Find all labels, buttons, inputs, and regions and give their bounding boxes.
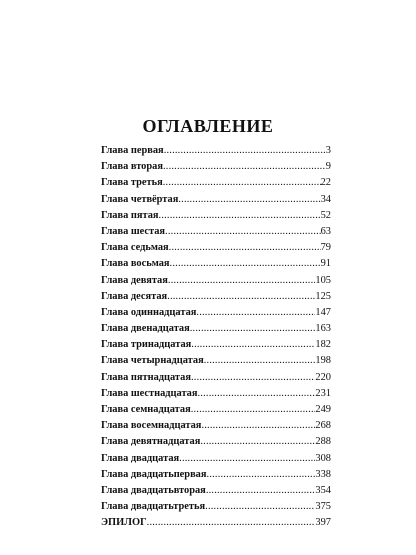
toc-dot-leader <box>169 240 321 256</box>
toc-entry <box>101 240 331 256</box>
toc-entry-page-number: 63 <box>320 225 331 237</box>
toc-dot-leader <box>198 386 316 402</box>
toc-entry <box>101 289 331 305</box>
toc-dot-leader <box>179 451 315 467</box>
toc-dot-leader <box>191 402 316 418</box>
toc-entry <box>101 451 331 467</box>
toc-dot-leader <box>168 273 316 289</box>
toc-entry-label: Глава двадцатая <box>101 452 180 464</box>
toc-dot-leader <box>191 370 315 386</box>
toc-dot-leader <box>201 418 315 434</box>
toc-entry <box>101 467 331 483</box>
toc-entry-label: Глава шестнадцатая <box>101 387 198 399</box>
toc-dot-leader <box>147 515 316 531</box>
toc-entry-page-number: 34 <box>320 193 331 205</box>
toc-dot-leader <box>163 159 326 175</box>
toc-entry-page-number: 354 <box>315 484 331 496</box>
toc-entry-label: Глава одиннадцатая <box>101 306 197 318</box>
toc-dot-leader <box>205 499 315 515</box>
toc-entry-page-number: 22 <box>320 177 331 189</box>
toc-dot-leader <box>165 224 321 240</box>
toc-entry <box>101 192 331 208</box>
toc-entry-label: Глава шестая <box>101 225 166 237</box>
toc-entry-page-number: 182 <box>315 339 331 351</box>
toc-entry-page-number: 163 <box>315 323 331 335</box>
toc-dot-leader <box>206 483 316 499</box>
toc-entry-label: Глава восемнадцатая <box>101 420 202 432</box>
toc-entry-label: Глава двадцатьвторая <box>101 484 206 496</box>
toc-entry-label: Глава двенадцатая <box>101 323 190 335</box>
toc-entry <box>101 321 331 337</box>
toc-entry-page-number: 147 <box>315 306 331 318</box>
toc-entry-label: Глава пятая <box>101 209 159 221</box>
toc-entry-label: Глава десятая <box>101 290 168 302</box>
toc-entry-page-number: 9 <box>325 161 331 173</box>
toc-entry <box>101 386 331 402</box>
toc-dot-leader <box>204 353 316 369</box>
toc-dot-leader <box>163 175 321 191</box>
toc-entry-page-number: 105 <box>315 274 331 286</box>
toc-dot-leader <box>167 289 315 305</box>
toc-entry <box>101 224 331 240</box>
toc-entry-label: Глава тринадцатая <box>101 339 192 351</box>
toc-entry-label: Глава восьмая <box>101 258 170 270</box>
toc-entry-label: Глава двадцатьпервая <box>101 468 207 480</box>
toc-entry <box>101 402 331 418</box>
toc-entry-label: Глава четвёртая <box>101 193 179 205</box>
toc-entry-label: Глава третья <box>101 177 163 189</box>
toc-entry-page-number: 397 <box>315 517 331 529</box>
toc-entry-page-number: 288 <box>315 436 331 448</box>
toc-entry <box>101 370 331 386</box>
toc-entry-label: Глава девятнадцатая <box>101 436 201 448</box>
toc-entry-page-number: 338 <box>315 468 331 480</box>
toc-dot-leader <box>164 143 326 159</box>
toc-entry <box>101 143 331 159</box>
toc-dot-leader <box>170 256 321 272</box>
toc-entry <box>101 515 331 531</box>
toc-entry-page-number: 375 <box>315 501 331 513</box>
toc-entry <box>101 499 331 515</box>
toc-dot-leader <box>178 192 320 208</box>
toc-entry-label: Глава седьмая <box>101 242 169 254</box>
toc-entry-label: Глава семнадцатая <box>101 404 191 415</box>
toc-entry-page-number: 198 <box>315 355 331 367</box>
toc-entry-page-number: 268 <box>315 420 331 432</box>
toc-dot-leader <box>190 321 316 337</box>
toc-entry <box>101 159 331 175</box>
toc-entry-label: Глава четырнадцатая <box>101 355 204 367</box>
toc-entry-page-number: 249 <box>315 404 331 415</box>
toc-entry <box>101 337 331 353</box>
toc-entry-page-number: 79 <box>320 242 331 254</box>
toc-entry <box>101 305 331 321</box>
toc-dot-leader <box>207 467 316 483</box>
table-of-contents <box>101 143 331 532</box>
toc-dot-leader <box>159 208 321 224</box>
page-title: ОГЛАВЛЕНИЕ <box>142 116 274 136</box>
toc-entry-label: Глава двадцатьтретья <box>101 501 206 513</box>
toc-entry-label: ЭПИЛОГ <box>101 517 147 529</box>
toc-entry <box>101 418 331 434</box>
toc-entry-page-number: 3 <box>325 145 331 156</box>
toc-entry <box>101 434 331 450</box>
toc-entry-label: Глава вторая <box>101 161 163 173</box>
toc-entry-page-number: 231 <box>315 387 331 399</box>
toc-entry <box>101 208 331 224</box>
toc-entry <box>101 175 331 191</box>
toc-dot-leader <box>191 337 315 353</box>
toc-entry-page-number: 125 <box>315 290 331 302</box>
toc-entry <box>101 273 331 289</box>
toc-dot-leader <box>196 305 315 321</box>
toc-entry <box>101 353 331 369</box>
toc-entry-label: Глава девятая <box>101 274 168 286</box>
toc-entry-page-number: 52 <box>320 209 331 221</box>
toc-entry-label: Глава первая <box>101 145 164 156</box>
toc-entry-page-number: 308 <box>315 452 331 464</box>
toc-entry <box>101 256 331 272</box>
toc-entry-page-number: 220 <box>315 371 331 383</box>
toc-entry <box>101 483 331 499</box>
toc-entry-page-number: 91 <box>320 258 331 270</box>
toc-entry-label: Глава пятнадцатая <box>101 371 191 383</box>
toc-dot-leader <box>200 434 315 450</box>
